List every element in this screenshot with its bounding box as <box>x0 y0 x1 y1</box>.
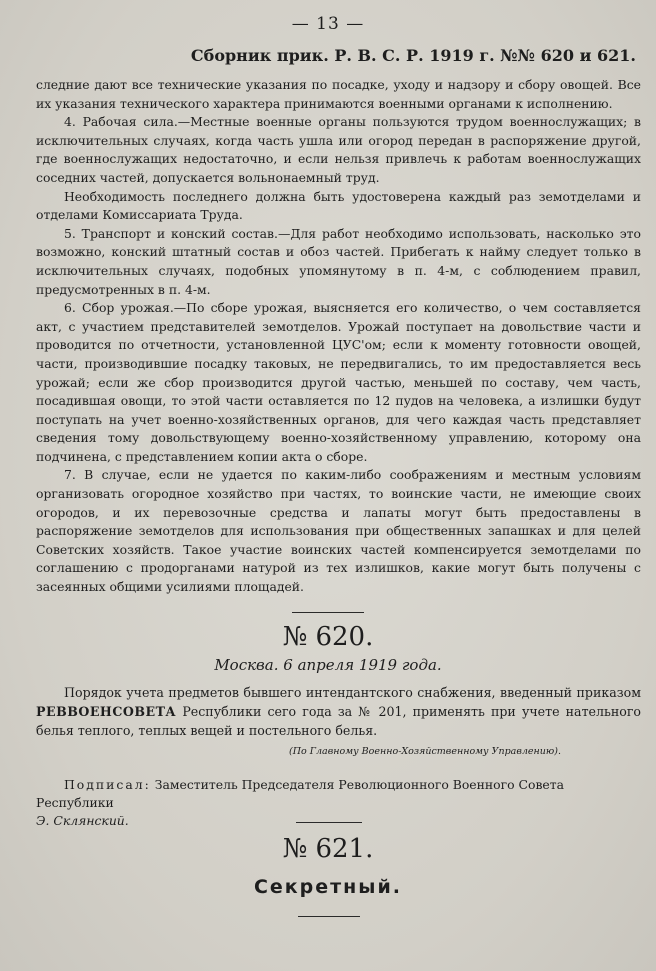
signer-title: Заместитель Председателя Революционного Военного Совета Республики <box>36 777 564 810</box>
signed-label: Подписал: <box>64 777 151 792</box>
section-divider <box>292 612 364 613</box>
order-620-text <box>36 683 641 761</box>
order-620-date: Москва. 6 апреля 1919 года. <box>214 656 442 674</box>
paragraph-continuation: следние дают все технические указания по посадке, уходу и надзору и сбору овощей. Все их указания технического характера принимаются военными органами к исполнению. <box>36 77 641 111</box>
order-620-council: РЕВВОЕНСОВЕТА <box>36 704 177 719</box>
order-620-text-start: Порядок учета предметов бывшего интендантского снабжения, введенный приказом <box>64 685 641 700</box>
order-620-number: № 620. <box>282 622 374 652</box>
paragraph-labor: 4. Рабочая сила.—Местные военные органы пользуются трудом военнослужащих; в исключительных случаях, когда часть ушла или огород передан в распоряжение другой, где военнослужащих недостаточно, и если нельзя привлечь к работам военнослужащих соседних частей, допускается вольнонаемный труд. <box>36 114 641 185</box>
running-header: Сборник прик. Р. В. С. Р. 1919 г. №№ 620 и 621. <box>190 46 636 65</box>
section-divider <box>298 916 360 917</box>
paragraph-transport: 5. Транспорт и конский состав.—Для работ необходимо использовать, насколько это возможно, конский штатный состав и обоз частей. Прибегать к найму следует только в исключительных случаях, подобных упомянутому в п. 4-м, с соблюдением правил, предусмотренных в п. 4-м. <box>36 225 641 297</box>
order-620-attribution: (По Главному Военно-Хозяйственному Управлению). <box>288 746 561 757</box>
order-620-text-end: Республики сего года за № 201, применять при учете нательного белья теплого, теплых вещей и постельного белья. <box>36 704 641 738</box>
section-divider <box>296 822 362 823</box>
paragraph-labor-note: Необходимость последнего должна быть удостоверена каждый раз земотделами и отделами Комиссариата Труда. <box>36 188 641 223</box>
body-text <box>36 76 641 597</box>
signer-name: Э. Склянский. <box>36 813 129 828</box>
order-621-number: № 621. <box>282 834 374 864</box>
order-621-classification: Секретный. <box>253 876 403 898</box>
page-number: — 13 — <box>291 14 365 34</box>
paragraph-compensation: 7. В случае, если не удается по каким-либо соображениям и местным условиям организовать огородное хозяйство при частях, то воинские части, не имеющие своих огородов, и их перевозочные средства и лапаты могут быть предоставлены в распоряжение земотделов для использования при общественных запашках и для целей Советских хозяйств. Такое участие воинских частей компенсируется земотделами по соглашению с продорганами натурой из тех излишков, какие могут быть получены с засеянных общими усилиями площадей. <box>36 467 641 595</box>
paragraph-harvest: 6. Сбор урожая.—По сборе урожая, выясняется его количество, о чем составляется акт, с участием представителей земотделов. Урожай поступает на довольствие части и проводится по отчетности, установленной ЦУС'ом; если к моменту готовности овощей, части, производившие посадку таковых, не передвигались, то им предоставляется весь урожай; если же сбор производится другой частью, меньшей по составу, чем часть, посадившая овощи, то этой части оставляется по 12 пудов на человека, а излишки будут поступать на учет военно-хозяйственных органов, для чего каждая часть представляет сведения тому довольствующему военно-хозяйственному управлению, которому она подчинена, с представлением копии акта о сборе. <box>36 300 641 464</box>
